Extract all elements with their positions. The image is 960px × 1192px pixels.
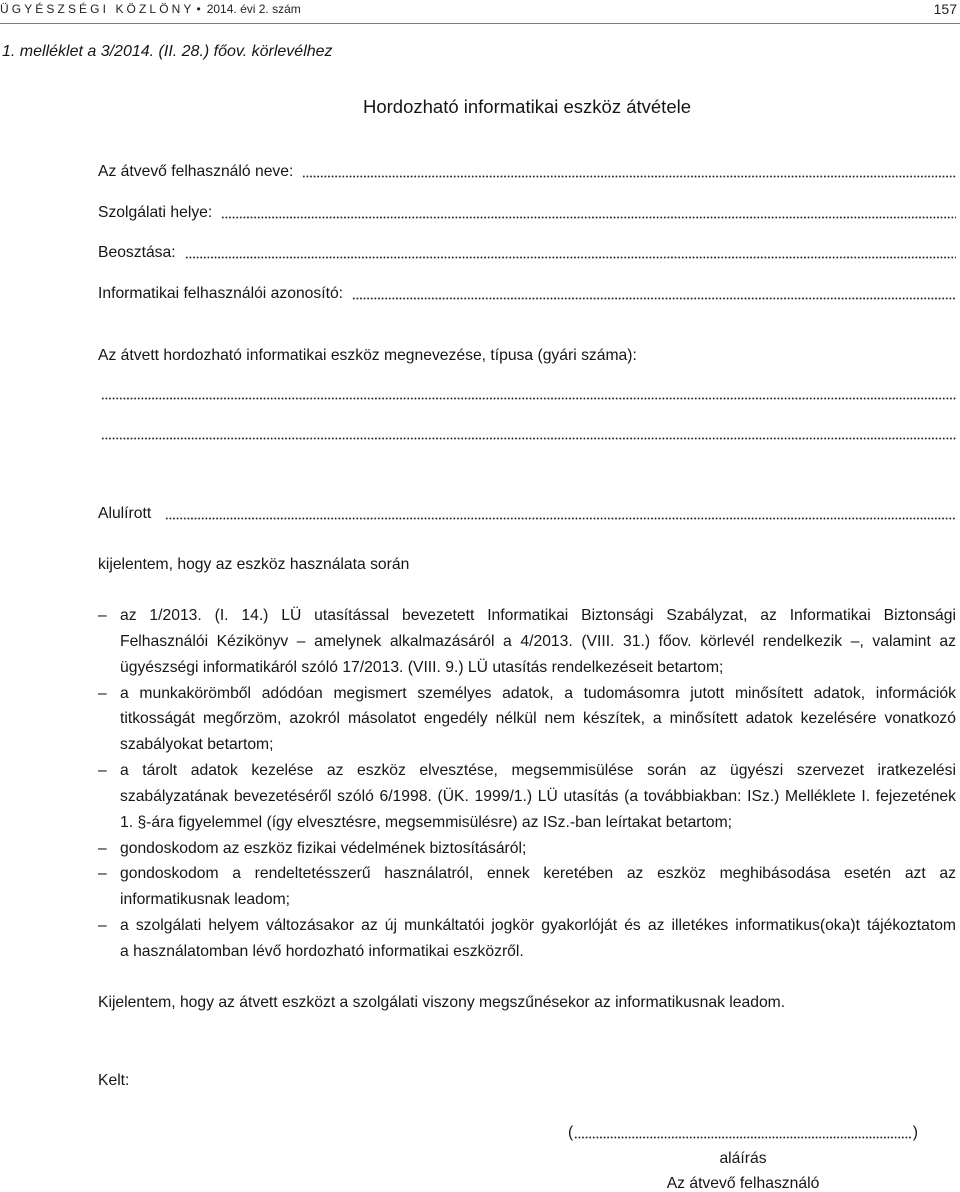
fill-in-line bbox=[352, 281, 956, 307]
signature-line bbox=[568, 1120, 918, 1146]
dash-bullet: – bbox=[98, 865, 107, 883]
list-item bbox=[98, 913, 956, 965]
list-item-line: titkosságát megőrzöm, azokról másolatot engedély nélkül nem készítek, a minősített adatok kezelésére vonatkozó bbox=[120, 710, 956, 728]
signer-role: Az átvevő felhasználó bbox=[666, 1175, 820, 1192]
field-label: Beosztása: bbox=[98, 244, 176, 261]
dash-bullet: – bbox=[98, 684, 107, 702]
dash-bullet: – bbox=[98, 917, 107, 935]
list-item-line: ügyészségi informatikáról szóló 17/2013. (VIII. 9.) LÜ utasítás rendelkezéseit betartom; bbox=[120, 658, 724, 676]
header-separator: • bbox=[196, 2, 201, 16]
list-item bbox=[98, 758, 956, 836]
fill-in-line bbox=[574, 1120, 912, 1146]
field-label: Az átvevő felhasználó neve: bbox=[98, 163, 294, 180]
list-item-line: gondoskodom az eszköz fizikai védelmének biztosításáról; bbox=[120, 839, 527, 857]
closing-statement: Kijelentem, hogy az átvett eszközt a szolgálati viszony megszűnésekor az informatikusnak leadom. bbox=[98, 994, 786, 1011]
signature-close-paren: ) bbox=[912, 1124, 918, 1141]
field-position bbox=[98, 240, 956, 266]
publication-title: ÜGYÉSZSÉGI KÖZLÖNY bbox=[0, 2, 195, 16]
page-number: 157 bbox=[933, 1, 957, 17]
list-item-line: a használatomban lévő hordozható informatikai eszközről. bbox=[120, 942, 524, 960]
annex-reference: 1. melléklet a 3/2014. (II. 28.) főov. körlevélhez bbox=[2, 43, 333, 60]
list-item bbox=[98, 861, 956, 913]
device-fill-line-1 bbox=[98, 381, 956, 407]
running-header bbox=[0, 0, 301, 18]
declaration-intro: kijelentem, hogy az eszköz használata során bbox=[98, 556, 410, 573]
fill-in-line bbox=[165, 501, 956, 527]
fill-in-line bbox=[221, 200, 956, 226]
signature-caption: aláírás bbox=[719, 1150, 767, 1167]
dash-bullet: – bbox=[98, 839, 107, 857]
fill-in-line bbox=[185, 240, 956, 266]
declaration-list bbox=[98, 603, 956, 965]
list-item-line: a szolgálati helyem változásakor az új munkáltatói jogkör gyakorlóját és az illetékes informatikus(oka)t tájékoztatom bbox=[120, 917, 956, 935]
field-duty-station bbox=[98, 200, 956, 226]
field-label: Szolgálati helye: bbox=[98, 204, 213, 221]
list-item-line: szabályokat betartom; bbox=[120, 736, 274, 754]
fill-in-line bbox=[302, 159, 956, 185]
list-item-line: az 1/2013. (I. 14.) LÜ utasítással bevezetett Informatikai Biztonsági Szabályzat, az Informatikai Biztonsági bbox=[120, 607, 956, 624]
device-label: Az átvett hordozható informatikai eszköz megnevezése, típusa (gyári száma): bbox=[98, 347, 637, 364]
list-item-line: a munkakörömből adódóan megismert személyes adatok, a tudomásomra jutott minősített adatok, információk bbox=[120, 684, 956, 702]
field-user-id bbox=[98, 281, 956, 307]
field-label: Alulírott bbox=[98, 505, 152, 522]
list-item-line: informatikusnak leadom; bbox=[120, 891, 291, 909]
list-item bbox=[98, 681, 956, 759]
dash-bullet: – bbox=[98, 762, 107, 780]
list-item-line: a tárolt adatok kezelése az eszköz elvesztése, megsemmisülése során az ügyészi szervezet iratkezelési bbox=[120, 762, 956, 780]
issue-number: 2014. évi 2. szám bbox=[206, 2, 301, 16]
place-date-label: Kelt: bbox=[98, 1072, 130, 1089]
form-title: Hordozható informatikai eszköz átvétele bbox=[362, 96, 692, 117]
dash-bullet: – bbox=[98, 607, 107, 624]
list-item-line: 1. §-ára figyelemmel (így elvesztésre, megsemmisülésre) az ISz.-ban leírtakat betartom; bbox=[120, 813, 733, 831]
list-item-line: szabályzatának bevezetéséről szóló 6/1998. (ÜK. 1999/1.) LÜ utasítás (a továbbiakban: ISz.) Melléklete I. fejezetének bbox=[120, 787, 956, 805]
field-recipient-name bbox=[98, 159, 956, 185]
list-item-line: Felhasználói Kézikönyv – amelynek alkalmazásáról a 4/2013. (VIII. 31.) főov. körlevél rendelkezik –, valamint az bbox=[120, 632, 956, 650]
list-item bbox=[98, 603, 956, 681]
device-fill-line-2 bbox=[98, 421, 956, 447]
fill-in-line bbox=[101, 381, 956, 407]
field-undersigned bbox=[98, 501, 956, 527]
fill-in-line bbox=[101, 421, 956, 447]
list-item-line: gondoskodom a rendeltetésszerű használatról, ennek keretében az eszköz meghibásodása esetén azt az bbox=[120, 865, 956, 883]
signature-open-paren: ( bbox=[568, 1124, 574, 1141]
header-rule bbox=[0, 23, 960, 24]
list-item bbox=[98, 836, 956, 862]
field-label: Informatikai felhasználói azonosító: bbox=[98, 285, 344, 302]
